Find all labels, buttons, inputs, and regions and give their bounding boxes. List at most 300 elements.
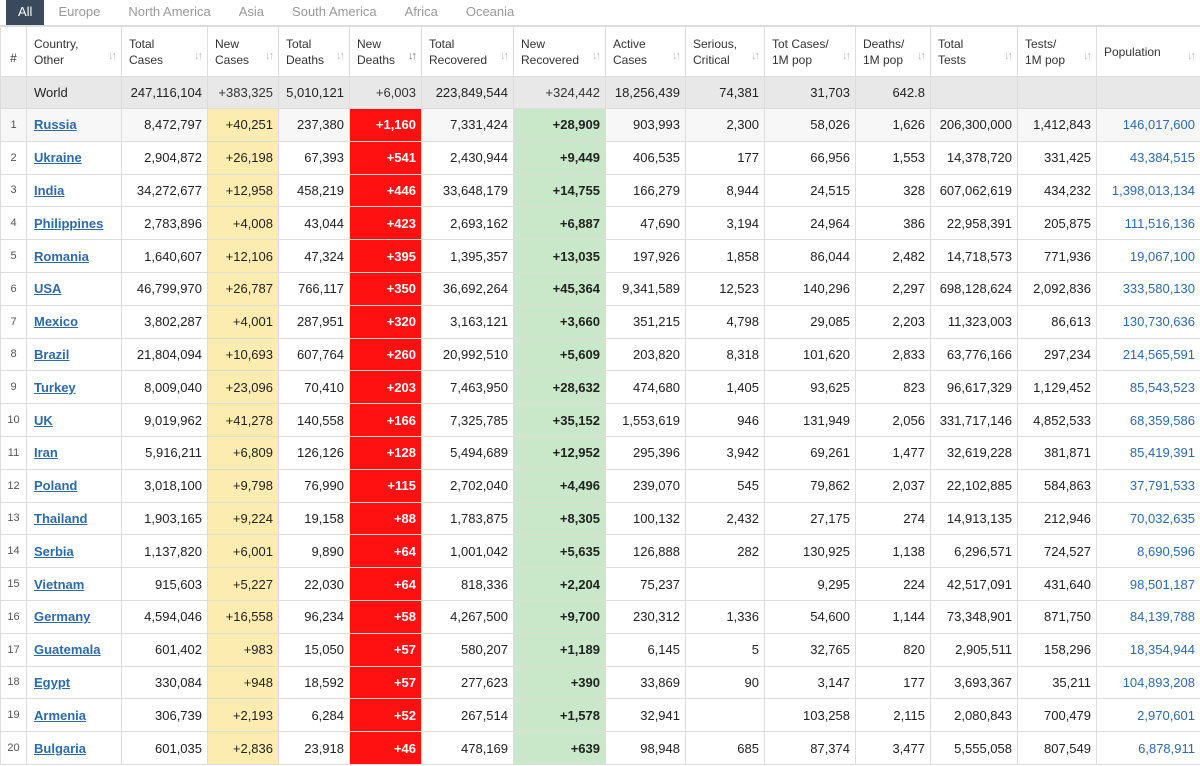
population-link[interactable]: 146,017,600 bbox=[1122, 117, 1195, 133]
header-label-line1: Population bbox=[1104, 44, 1161, 59]
sort-arrows-icon[interactable]: ↓↑ bbox=[592, 50, 599, 62]
cell-total-cases: 330,084 bbox=[122, 666, 208, 699]
cell-population bbox=[1097, 732, 1200, 765]
cell-rank: 7 bbox=[1, 305, 27, 338]
sort-arrows-icon[interactable]: ↓↑ bbox=[1004, 50, 1011, 62]
tab-europe[interactable]: Europe bbox=[58, 4, 101, 19]
table-row bbox=[1, 666, 1200, 699]
cell-tests-per-1m: 724,527 bbox=[1018, 535, 1097, 568]
cell-country bbox=[27, 404, 122, 437]
population-link[interactable]: 85,543,523 bbox=[1129, 379, 1195, 395]
header-new-cases[interactable] bbox=[208, 27, 279, 77]
population-link[interactable]: 68,359,586 bbox=[1129, 412, 1195, 428]
cell-total-tests: 2,080,843 bbox=[931, 699, 1018, 732]
cell-new-recovered: +5,609 bbox=[514, 338, 606, 371]
header-active-cases[interactable] bbox=[606, 27, 686, 77]
table-row bbox=[1, 305, 1200, 338]
cell-rank: 8 bbox=[1, 338, 27, 371]
cell-total-deaths: 5,010,121 bbox=[279, 77, 350, 109]
cell-total-cases: 1,137,820 bbox=[122, 535, 208, 568]
population-link[interactable]: 84,139,788 bbox=[1129, 609, 1195, 625]
cell-total-recovered: 20,992,510 bbox=[422, 338, 514, 371]
sort-arrows-icon[interactable]: ↓↑ bbox=[1083, 50, 1090, 62]
table-row bbox=[1, 272, 1200, 305]
cell-new-recovered: +12,952 bbox=[514, 436, 606, 469]
cell-total-cases: 8,009,040 bbox=[122, 371, 208, 404]
header-label-line2: Recovered bbox=[429, 52, 488, 67]
header-label-line2: Tests bbox=[938, 52, 967, 67]
cell-total-recovered: 33,648,179 bbox=[422, 174, 514, 207]
cell-new-cases: +4,008 bbox=[208, 207, 279, 240]
cell-population bbox=[1097, 77, 1200, 109]
header-label-line1: New bbox=[521, 36, 546, 51]
country-link[interactable]: UK bbox=[34, 412, 53, 428]
cell-rank: 2 bbox=[1, 141, 27, 174]
cell-tests-per-1m: 807,549 bbox=[1018, 732, 1097, 765]
country-link[interactable]: Brazil bbox=[34, 346, 70, 362]
cell-cases-per-1m: 27,175 bbox=[765, 502, 856, 535]
table-row bbox=[1, 338, 1200, 371]
sort-arrows-icon[interactable]: ↓↑ bbox=[917, 50, 924, 62]
table-header-row bbox=[1, 27, 1200, 77]
country-link[interactable]: Armenia bbox=[34, 707, 87, 723]
cell-new-cases: +16,558 bbox=[208, 600, 279, 633]
cell-country bbox=[27, 305, 122, 338]
cell-rank: 1 bbox=[1, 109, 27, 142]
population-link[interactable]: 8,690,596 bbox=[1137, 543, 1195, 559]
cell-total-deaths: 9,890 bbox=[279, 535, 350, 568]
header-label-line1: Serious, bbox=[693, 36, 738, 51]
cell-rank: 10 bbox=[1, 404, 27, 437]
cell-total-tests: 5,555,058 bbox=[931, 732, 1018, 765]
sort-arrows-icon[interactable]: ↓↑ bbox=[842, 50, 849, 62]
cell-active-cases: 47,690 bbox=[606, 207, 686, 240]
header-population[interactable] bbox=[1097, 27, 1200, 77]
population-link[interactable]: 18,354,944 bbox=[1129, 642, 1195, 658]
cell-active-cases: 474,680 bbox=[606, 371, 686, 404]
table-row bbox=[1, 699, 1200, 732]
cell-new-recovered: +8,305 bbox=[514, 502, 606, 535]
population-link[interactable]: 43,384,515 bbox=[1129, 150, 1195, 166]
cell-deaths-per-1m: 177 bbox=[856, 666, 931, 699]
cell-cases-per-1m: 86,044 bbox=[765, 240, 856, 273]
cell-new-recovered: +3,660 bbox=[514, 305, 606, 338]
cell-population bbox=[1097, 469, 1200, 502]
header-new-recovered[interactable] bbox=[514, 27, 606, 77]
country-link[interactable]: Germany bbox=[34, 609, 91, 625]
country-link[interactable]: Iran bbox=[34, 445, 58, 461]
cell-new-cases: +9,224 bbox=[208, 502, 279, 535]
header-serious-critical[interactable] bbox=[686, 27, 765, 77]
cell-new-deaths: +88 bbox=[350, 502, 422, 535]
header-label-line2: Other bbox=[34, 52, 65, 67]
header-deaths-per-1m[interactable] bbox=[856, 27, 931, 77]
cell-tests-per-1m: 1,129,452 bbox=[1018, 371, 1097, 404]
cell-active-cases: 6,145 bbox=[606, 633, 686, 666]
cell-active-cases: 230,312 bbox=[606, 600, 686, 633]
cell-total-tests: 206,300,000 bbox=[931, 109, 1018, 142]
cell-deaths-per-1m: 386 bbox=[856, 207, 931, 240]
cell-cases-per-1m: 31,703 bbox=[765, 77, 856, 109]
cell-country bbox=[27, 666, 122, 699]
cell-deaths-per-1m: 274 bbox=[856, 502, 931, 535]
cell-total-deaths: 287,951 bbox=[279, 305, 350, 338]
cell-serious-critical: 2,300 bbox=[686, 109, 765, 142]
cell-new-deaths: +446 bbox=[350, 174, 422, 207]
cell-deaths-per-1m: 328 bbox=[856, 174, 931, 207]
cell-new-deaths: +115 bbox=[350, 469, 422, 502]
cell-tests-per-1m bbox=[1018, 77, 1097, 109]
cell-cases-per-1m: 101,620 bbox=[765, 338, 856, 371]
header-total-cases[interactable] bbox=[122, 27, 208, 77]
cell-population bbox=[1097, 338, 1200, 371]
cell-tests-per-1m: 1,412,843 bbox=[1018, 109, 1097, 142]
cell-active-cases: 9,341,589 bbox=[606, 272, 686, 305]
cell-total-deaths: 607,764 bbox=[279, 338, 350, 371]
cell-serious-critical: 5 bbox=[686, 633, 765, 666]
header-label-line1: Tot Cases/ bbox=[772, 36, 829, 51]
cell-population bbox=[1097, 207, 1200, 240]
cell-total-deaths: 458,219 bbox=[279, 174, 350, 207]
sort-arrows-icon[interactable]: ↓↑ bbox=[500, 50, 507, 62]
cell-total-recovered: 7,325,785 bbox=[422, 404, 514, 437]
population-link[interactable]: 85,419,391 bbox=[1129, 445, 1195, 461]
cell-active-cases: 295,396 bbox=[606, 436, 686, 469]
cell-new-cases: +12,958 bbox=[208, 174, 279, 207]
country-link[interactable]: Philippines bbox=[34, 215, 104, 231]
cell-serious-critical: 685 bbox=[686, 732, 765, 765]
country-link[interactable]: Romania bbox=[34, 248, 89, 264]
country-link[interactable]: Turkey bbox=[34, 379, 76, 395]
cell-new-deaths: +541 bbox=[350, 141, 422, 174]
cell-total-tests: 331,717,146 bbox=[931, 404, 1018, 437]
cell-total-deaths: 23,918 bbox=[279, 732, 350, 765]
header-total-deaths[interactable] bbox=[279, 27, 350, 77]
cell-population bbox=[1097, 436, 1200, 469]
country-link[interactable]: Ukraine bbox=[34, 150, 82, 166]
tab-south-america[interactable]: South America bbox=[292, 4, 377, 19]
cell-total-recovered: 2,430,944 bbox=[422, 141, 514, 174]
cell-cases-per-1m: 66,956 bbox=[765, 141, 856, 174]
cell-new-deaths: +64 bbox=[350, 568, 422, 601]
table-row bbox=[1, 633, 1200, 666]
cell-total-recovered: 1,395,357 bbox=[422, 240, 514, 273]
header-label-line2: Cases bbox=[215, 52, 250, 67]
cell-tests-per-1m: 212,946 bbox=[1018, 502, 1097, 535]
country-link[interactable]: Mexico bbox=[34, 314, 79, 330]
cell-active-cases: 32,941 bbox=[606, 699, 686, 732]
cell-deaths-per-1m: 1,138 bbox=[856, 535, 931, 568]
cell-total-tests: 63,776,166 bbox=[931, 338, 1018, 371]
cell-total-deaths: 70,410 bbox=[279, 371, 350, 404]
cell-deaths-per-1m: 2,833 bbox=[856, 338, 931, 371]
sort-arrows-icon[interactable]: ↓↑ bbox=[336, 50, 343, 62]
cell-cases-per-1m: 54,600 bbox=[765, 600, 856, 633]
cell-new-cases: +40,251 bbox=[208, 109, 279, 142]
cell-deaths-per-1m: 2,482 bbox=[856, 240, 931, 273]
cell-new-cases: +26,198 bbox=[208, 141, 279, 174]
cell-new-recovered: +28,909 bbox=[514, 109, 606, 142]
cell-country bbox=[27, 732, 122, 765]
cell-active-cases: 126,888 bbox=[606, 535, 686, 568]
header-label-line2: Deaths bbox=[286, 52, 325, 67]
cell-tests-per-1m: 434,232 bbox=[1018, 174, 1097, 207]
cell-new-cases: +9,798 bbox=[208, 469, 279, 502]
cell-new-deaths: +395 bbox=[350, 240, 422, 273]
cell-population bbox=[1097, 568, 1200, 601]
cell-total-deaths: 22,030 bbox=[279, 568, 350, 601]
cell-new-cases: +4,001 bbox=[208, 305, 279, 338]
cell-total-deaths: 237,380 bbox=[279, 109, 350, 142]
cell-cases-per-1m: 130,925 bbox=[765, 535, 856, 568]
header-country[interactable] bbox=[27, 27, 122, 77]
header-label-line2: 1M pop bbox=[1025, 52, 1066, 67]
cell-new-recovered: +2,204 bbox=[514, 568, 606, 601]
cell-rank bbox=[1, 77, 27, 109]
cell-serious-critical: 1,405 bbox=[686, 371, 765, 404]
cell-new-cases: +2,193 bbox=[208, 699, 279, 732]
sort-arrows-icon[interactable]: ↓↑ bbox=[194, 50, 201, 62]
tab-asia[interactable]: Asia bbox=[238, 4, 265, 19]
country-link[interactable]: India bbox=[34, 182, 65, 198]
cell-serious-critical: 2,432 bbox=[686, 502, 765, 535]
cell-total-recovered: 1,001,042 bbox=[422, 535, 514, 568]
cell-new-recovered: +14,755 bbox=[514, 174, 606, 207]
cell-total-tests: 698,128,624 bbox=[931, 272, 1018, 305]
cell-new-deaths: +52 bbox=[350, 699, 422, 732]
cell-cases-per-1m: 140,296 bbox=[765, 272, 856, 305]
cell-population bbox=[1097, 404, 1200, 437]
region-tabs bbox=[0, 0, 1200, 26]
header-rank[interactable] bbox=[1, 27, 27, 77]
sort-arrows-icon[interactable]: ↓↑ bbox=[672, 50, 679, 62]
population-link[interactable]: 1,398,013,134 bbox=[1111, 182, 1195, 198]
population-link[interactable]: 70,032,635 bbox=[1129, 510, 1195, 526]
cell-country bbox=[27, 469, 122, 502]
cell-tests-per-1m: 381,871 bbox=[1018, 436, 1097, 469]
cell-new-cases: +12,106 bbox=[208, 240, 279, 273]
header-label-line1: New bbox=[215, 36, 240, 51]
cell-serious-critical: 74,381 bbox=[686, 77, 765, 109]
population-link[interactable]: 214,565,591 bbox=[1122, 346, 1195, 362]
country-link[interactable]: Russia bbox=[34, 117, 77, 133]
population-link[interactable]: 19,067,100 bbox=[1129, 248, 1195, 264]
population-link[interactable]: 104,893,208 bbox=[1122, 674, 1195, 690]
sort-arrows-icon[interactable]: ↓↑ bbox=[751, 50, 758, 62]
cell-total-cases: 1,640,607 bbox=[122, 240, 208, 273]
population-link[interactable]: 2,970,601 bbox=[1137, 707, 1195, 723]
cell-total-cases: 3,802,287 bbox=[122, 305, 208, 338]
population-link[interactable]: 98,501,187 bbox=[1129, 576, 1195, 592]
header-label-line1: Total bbox=[938, 36, 964, 51]
header-label-line1: Total bbox=[286, 36, 312, 51]
cell-population bbox=[1097, 109, 1200, 142]
header-label-line1: New bbox=[357, 36, 382, 51]
header-total-recovered[interactable] bbox=[422, 27, 514, 77]
cell-deaths-per-1m: 2,056 bbox=[856, 404, 931, 437]
cell-new-deaths: +128 bbox=[350, 436, 422, 469]
cell-total-cases: 5,916,211 bbox=[122, 436, 208, 469]
cell-total-recovered: 1,783,875 bbox=[422, 502, 514, 535]
cell-rank: 3 bbox=[1, 174, 27, 207]
cell-tests-per-1m: 4,852,533 bbox=[1018, 404, 1097, 437]
sort-arrows-icon[interactable]: ↓↑ bbox=[265, 50, 272, 62]
cell-total-recovered: 277,623 bbox=[422, 666, 514, 699]
cell-active-cases: 98,948 bbox=[606, 732, 686, 765]
tab-africa[interactable]: Africa bbox=[404, 4, 438, 19]
table-row bbox=[1, 600, 1200, 633]
cell-new-cases: +23,096 bbox=[208, 371, 279, 404]
cell-new-deaths: +203 bbox=[350, 371, 422, 404]
country-link[interactable]: Bulgaria bbox=[34, 740, 87, 756]
cell-rank: 15 bbox=[1, 568, 27, 601]
cell-new-cases: +26,787 bbox=[208, 272, 279, 305]
cell-total-tests: 73,348,901 bbox=[931, 600, 1018, 633]
cell-total-cases: 601,035 bbox=[122, 732, 208, 765]
population-link[interactable]: 6,878,911 bbox=[1138, 740, 1195, 756]
cell-rank: 4 bbox=[1, 207, 27, 240]
cell-total-recovered: 4,267,500 bbox=[422, 600, 514, 633]
cell-total-recovered: 2,702,040 bbox=[422, 469, 514, 502]
table-row bbox=[1, 469, 1200, 502]
tab-all[interactable]: All bbox=[6, 0, 44, 25]
cell-tests-per-1m: 86,613 bbox=[1018, 305, 1097, 338]
header-cases-per-1m[interactable] bbox=[765, 27, 856, 77]
tab-oceania[interactable]: Oceania bbox=[465, 4, 515, 19]
cell-total-deaths: 43,044 bbox=[279, 207, 350, 240]
table-row bbox=[1, 436, 1200, 469]
cell-serious-critical: 177 bbox=[686, 141, 765, 174]
sort-arrows-icon[interactable]: ↓↑ bbox=[1187, 50, 1194, 62]
cell-country bbox=[27, 207, 122, 240]
cell-total-tests: 32,619,228 bbox=[931, 436, 1018, 469]
cell-tests-per-1m: 2,092,836 bbox=[1018, 272, 1097, 305]
cell-total-deaths: 766,117 bbox=[279, 272, 350, 305]
cell-cases-per-1m: 131,949 bbox=[765, 404, 856, 437]
cell-deaths-per-1m: 3,477 bbox=[856, 732, 931, 765]
cell-cases-per-1m: 103,258 bbox=[765, 699, 856, 732]
cell-total-deaths: 6,284 bbox=[279, 699, 350, 732]
cell-total-cases: 1,903,165 bbox=[122, 502, 208, 535]
cell-total-tests: 14,913,135 bbox=[931, 502, 1018, 535]
cell-country: World bbox=[27, 77, 122, 109]
cell-active-cases: 406,535 bbox=[606, 141, 686, 174]
cell-total-tests: 3,693,367 bbox=[931, 666, 1018, 699]
tab-north-america[interactable]: North America bbox=[128, 4, 211, 19]
cell-population bbox=[1097, 633, 1200, 666]
cell-rank: 19 bbox=[1, 699, 27, 732]
cell-new-deaths: +166 bbox=[350, 404, 422, 437]
cell-total-cases: 915,603 bbox=[122, 568, 208, 601]
cell-total-recovered: 223,849,544 bbox=[422, 77, 514, 109]
cell-total-tests: 42,517,091 bbox=[931, 568, 1018, 601]
cell-total-cases: 306,739 bbox=[122, 699, 208, 732]
header-label-line1: Active bbox=[613, 36, 646, 51]
table-row bbox=[1, 371, 1200, 404]
country-link[interactable]: Thailand bbox=[34, 510, 88, 526]
country-link[interactable]: Guatemala bbox=[34, 642, 101, 658]
header-label-line2: 1M pop bbox=[863, 52, 904, 67]
cell-total-recovered: 5,494,689 bbox=[422, 436, 514, 469]
cell-active-cases: 903,993 bbox=[606, 109, 686, 142]
cell-active-cases: 1,553,619 bbox=[606, 404, 686, 437]
header-label-line2: 1M pop bbox=[772, 52, 813, 67]
cell-population bbox=[1097, 141, 1200, 174]
cell-country bbox=[27, 272, 122, 305]
cell-new-recovered: +6,887 bbox=[514, 207, 606, 240]
header-label-line1: Total bbox=[429, 36, 455, 51]
header-new-deaths[interactable] bbox=[350, 27, 422, 77]
cell-rank: 18 bbox=[1, 666, 27, 699]
cell-new-recovered: +324,442 bbox=[514, 77, 606, 109]
country-link[interactable]: Vietnam bbox=[34, 576, 85, 592]
cell-active-cases: 18,256,439 bbox=[606, 77, 686, 109]
cell-serious-critical: 3,194 bbox=[686, 207, 765, 240]
cell-total-recovered: 580,207 bbox=[422, 633, 514, 666]
cell-population bbox=[1097, 502, 1200, 535]
country-link[interactable]: Poland bbox=[34, 478, 78, 494]
cell-cases-per-1m: 87,374 bbox=[765, 732, 856, 765]
cell-cases-per-1m: 58,026 bbox=[765, 109, 856, 142]
header-total-tests[interactable] bbox=[931, 27, 1018, 77]
cell-population bbox=[1097, 699, 1200, 732]
cell-new-cases: +6,809 bbox=[208, 436, 279, 469]
header-label-line1: Country, bbox=[34, 36, 79, 51]
cell-rank: 17 bbox=[1, 633, 27, 666]
population-link[interactable]: 37,791,533 bbox=[1129, 478, 1195, 494]
header-tests-per-1m[interactable] bbox=[1018, 27, 1097, 77]
cell-population bbox=[1097, 600, 1200, 633]
population-link[interactable]: 130,730,636 bbox=[1122, 314, 1195, 330]
cell-total-recovered: 2,693,162 bbox=[422, 207, 514, 240]
country-link[interactable]: USA bbox=[34, 281, 62, 297]
population-link[interactable]: 111,516,136 bbox=[1124, 215, 1195, 231]
cell-deaths-per-1m: 2,037 bbox=[856, 469, 931, 502]
sort-arrows-icon[interactable]: ↓↑ bbox=[408, 50, 415, 62]
cell-deaths-per-1m: 1,553 bbox=[856, 141, 931, 174]
cell-country bbox=[27, 502, 122, 535]
cell-country bbox=[27, 699, 122, 732]
cell-new-deaths: +64 bbox=[350, 535, 422, 568]
population-link[interactable]: 333,580,130 bbox=[1122, 281, 1195, 297]
cell-cases-per-1m: 24,964 bbox=[765, 207, 856, 240]
country-link[interactable]: Serbia bbox=[34, 543, 74, 559]
cell-rank: 14 bbox=[1, 535, 27, 568]
cell-deaths-per-1m: 2,115 bbox=[856, 699, 931, 732]
cell-active-cases: 75,237 bbox=[606, 568, 686, 601]
cell-new-recovered: +13,035 bbox=[514, 240, 606, 273]
country-link[interactable]: Egypt bbox=[34, 674, 71, 690]
table-row bbox=[1, 240, 1200, 273]
header-label-line1: Tests/ bbox=[1025, 36, 1057, 51]
cell-new-deaths: +57 bbox=[350, 633, 422, 666]
header-label-line2: Recovered bbox=[521, 52, 580, 67]
cell-country bbox=[27, 371, 122, 404]
header-label-line2: Cases bbox=[613, 52, 648, 67]
cell-total-recovered: 478,169 bbox=[422, 732, 514, 765]
cell-total-cases: 247,116,104 bbox=[122, 77, 208, 109]
cell-total-tests: 14,378,720 bbox=[931, 141, 1018, 174]
cell-active-cases: 100,132 bbox=[606, 502, 686, 535]
cell-tests-per-1m: 771,936 bbox=[1018, 240, 1097, 273]
cell-deaths-per-1m: 2,297 bbox=[856, 272, 931, 305]
cell-population bbox=[1097, 174, 1200, 207]
sort-arrows-icon[interactable]: ↓↑ bbox=[108, 50, 115, 62]
cell-new-deaths: +260 bbox=[350, 338, 422, 371]
table-row bbox=[1, 207, 1200, 240]
cell-active-cases: 239,070 bbox=[606, 469, 686, 502]
table-row bbox=[1, 568, 1200, 601]
